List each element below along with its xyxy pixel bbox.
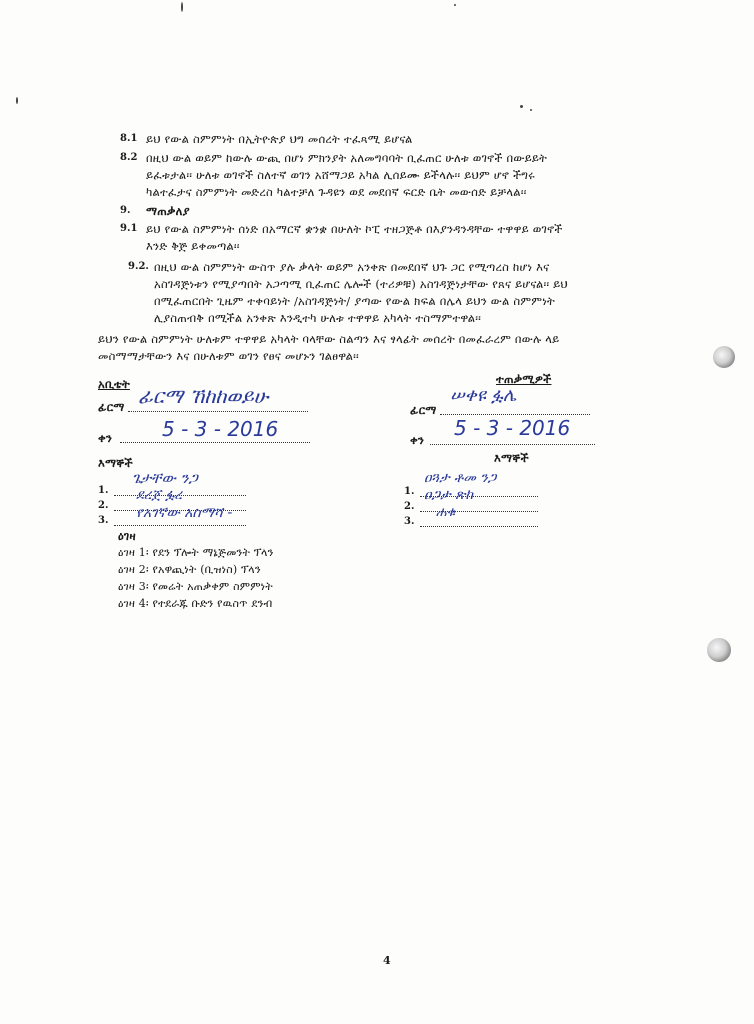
witness-signature-left: ጌታቸው ንጋ bbox=[132, 469, 198, 487]
signature-left: ፊርማ ኸከከወይሁ bbox=[138, 384, 269, 408]
clause-text: ይህ የውል ስምምነት በኢትዮጵያ ህግ መሰረት ተፈጻሚ ይሆናል bbox=[146, 132, 413, 146]
clause-text: ይህ የውል ስምምነት ሰነድ በአማርኛ ቋንቋ በሁለት ኮፒ ተዘጋጅቶ በእያንዳንዳቸው ተዋዋይ ወገኖች bbox=[146, 222, 563, 236]
witness-signature-left: የአገኛው አስማሻ - bbox=[136, 505, 233, 521]
scan-speck bbox=[530, 109, 532, 111]
witness-signature-left: ደረጀ ፏረ bbox=[136, 487, 183, 503]
clause-number: 9.2. bbox=[128, 261, 149, 272]
clause-number: 9.1 bbox=[120, 223, 138, 234]
closing-text: መስማማታቸውን እና በሁለቱም ወገን የፀና መሆኑን ገልፀዋል፡፡ bbox=[98, 349, 359, 363]
attachment-item: ዕገዛ 2፡ የአዋጪነት (ቢዝነስ) ፕላን bbox=[118, 563, 261, 576]
witness-number: 1. bbox=[98, 485, 109, 496]
party-heading-right: ተጠቃሚዎች bbox=[496, 372, 552, 386]
witness-number: 1. bbox=[404, 486, 415, 497]
clause-text: በሚፈጠርበት ጊዜም ተቀባይነት /አስገዳጅነት/ ያጣው የውል ክፍል በሌላ ይህን ውል ስምምነት bbox=[154, 294, 555, 308]
date-label-right: ቀን bbox=[410, 433, 425, 447]
date-line-right bbox=[430, 444, 595, 445]
clause-text: እንድ ቅጅ ይቀመጣል፡፡ bbox=[146, 239, 240, 253]
date-line-left bbox=[120, 442, 310, 443]
date-left: 5 - 3 - 2016 bbox=[162, 417, 279, 441]
page-number: 4 bbox=[383, 954, 391, 967]
attachments-heading: ዕገዛ bbox=[118, 529, 136, 543]
attachment-item: ዕገዛ 4፡ የተደራጁ ቡድን የዉስጥ ደንብ bbox=[118, 597, 273, 610]
witness-signature-right: ሐቁ bbox=[436, 505, 456, 520]
witness-number: 2. bbox=[98, 500, 109, 511]
attachment-item: ዕገዛ 3፡ የመሬት አጠቃቀም ስምምነት bbox=[118, 580, 273, 593]
scan-speck bbox=[520, 105, 523, 108]
witness-heading-left: እማኞች bbox=[98, 456, 133, 470]
clause-text: ሊያስጠብቅ በሚችል አንቀጽ እንዲተካ ሁለቱ ተዋዋይ አካላት ተስማምተዋል፡፡ bbox=[154, 311, 482, 325]
clause-number: 8.1 bbox=[120, 133, 138, 144]
clause-text: አስገዳጅነቱን የሚያጣበት አጋጣሚ ቢፈጠር ሌሎች (ተሪዎቹ) አስገዳጅነታቸው የጸና ይሆናል፡፡ ይህ bbox=[154, 277, 568, 291]
witness-number: 3. bbox=[98, 515, 109, 526]
closing-text: ይህን የውል ስምምነት ሁለቱም ተዋዋይ አካላት ባላቸው ስልጣን እና ፃላፊት መሰረት በመፈራረም በውሉ ላይ bbox=[98, 332, 560, 346]
section-heading: ማጠቃለያ bbox=[146, 204, 190, 218]
clause-text: በዚህ ውል ስምምነት ውስጥ ያሉ ቃላት ወይም አንቀጽ በመደበኛ ህጉ ጋር የሚጣረስ ከሆነ እና bbox=[154, 260, 550, 274]
clause-text: በዚህ ውል ወይም ከውሉ ውጪ በሆነ ምክንያት አለመግባባት ቢፈጠር ሁለቱ ወገኖች በውይይት bbox=[146, 151, 548, 165]
scan-speck bbox=[181, 2, 183, 12]
punch-hole bbox=[707, 638, 731, 662]
scan-speck bbox=[454, 4, 456, 6]
clause-text: ይፈቱታል፡፡ ሁለቱ ወገኖች ስለተኛ ወገን አሸማጋይ አካል ሊሰይሙ ይችላሉ፡፡ ይህም ሆኖ ችግሩ bbox=[146, 168, 535, 182]
scan-speck bbox=[16, 97, 18, 104]
sign-label-left: ፊርማ bbox=[98, 400, 125, 414]
witness-line bbox=[114, 525, 246, 526]
witness-heading-right: እማኞች bbox=[494, 451, 529, 465]
clause-number: 8.2 bbox=[120, 152, 138, 163]
party-heading-left: አቢቴት bbox=[98, 377, 130, 391]
witness-number: 2. bbox=[404, 501, 415, 512]
date-label-left: ቀን bbox=[98, 431, 113, 445]
signature-right: ሠቀዩ ፏሌ bbox=[450, 385, 517, 406]
witness-signature-right: ዐጓታ ቶመ ንጋ bbox=[424, 470, 497, 486]
witness-signature-right: ዐጋታ ጽከ bbox=[424, 487, 474, 503]
sign-line-right bbox=[440, 414, 590, 415]
clause-number: 9. bbox=[120, 205, 131, 216]
punch-hole bbox=[713, 346, 735, 368]
clause-text: ካልተፈታና ስምምነት መድረስ ካልተቻለ ጉዳዩን ወደ መደበኛ ፍርድ ቤት መውሰድ ይቻላል፡፡ bbox=[146, 185, 527, 199]
sign-line-left bbox=[128, 411, 308, 412]
attachment-item: ዕገዛ 1፡ የደን ፕሎት ማኔጅመንት ፕላን bbox=[118, 546, 274, 559]
date-right: 5 - 3 - 2016 bbox=[454, 416, 571, 440]
sign-label-right: ፊርማ bbox=[410, 403, 437, 417]
witness-number: 3. bbox=[404, 516, 415, 527]
witness-line bbox=[420, 526, 538, 527]
